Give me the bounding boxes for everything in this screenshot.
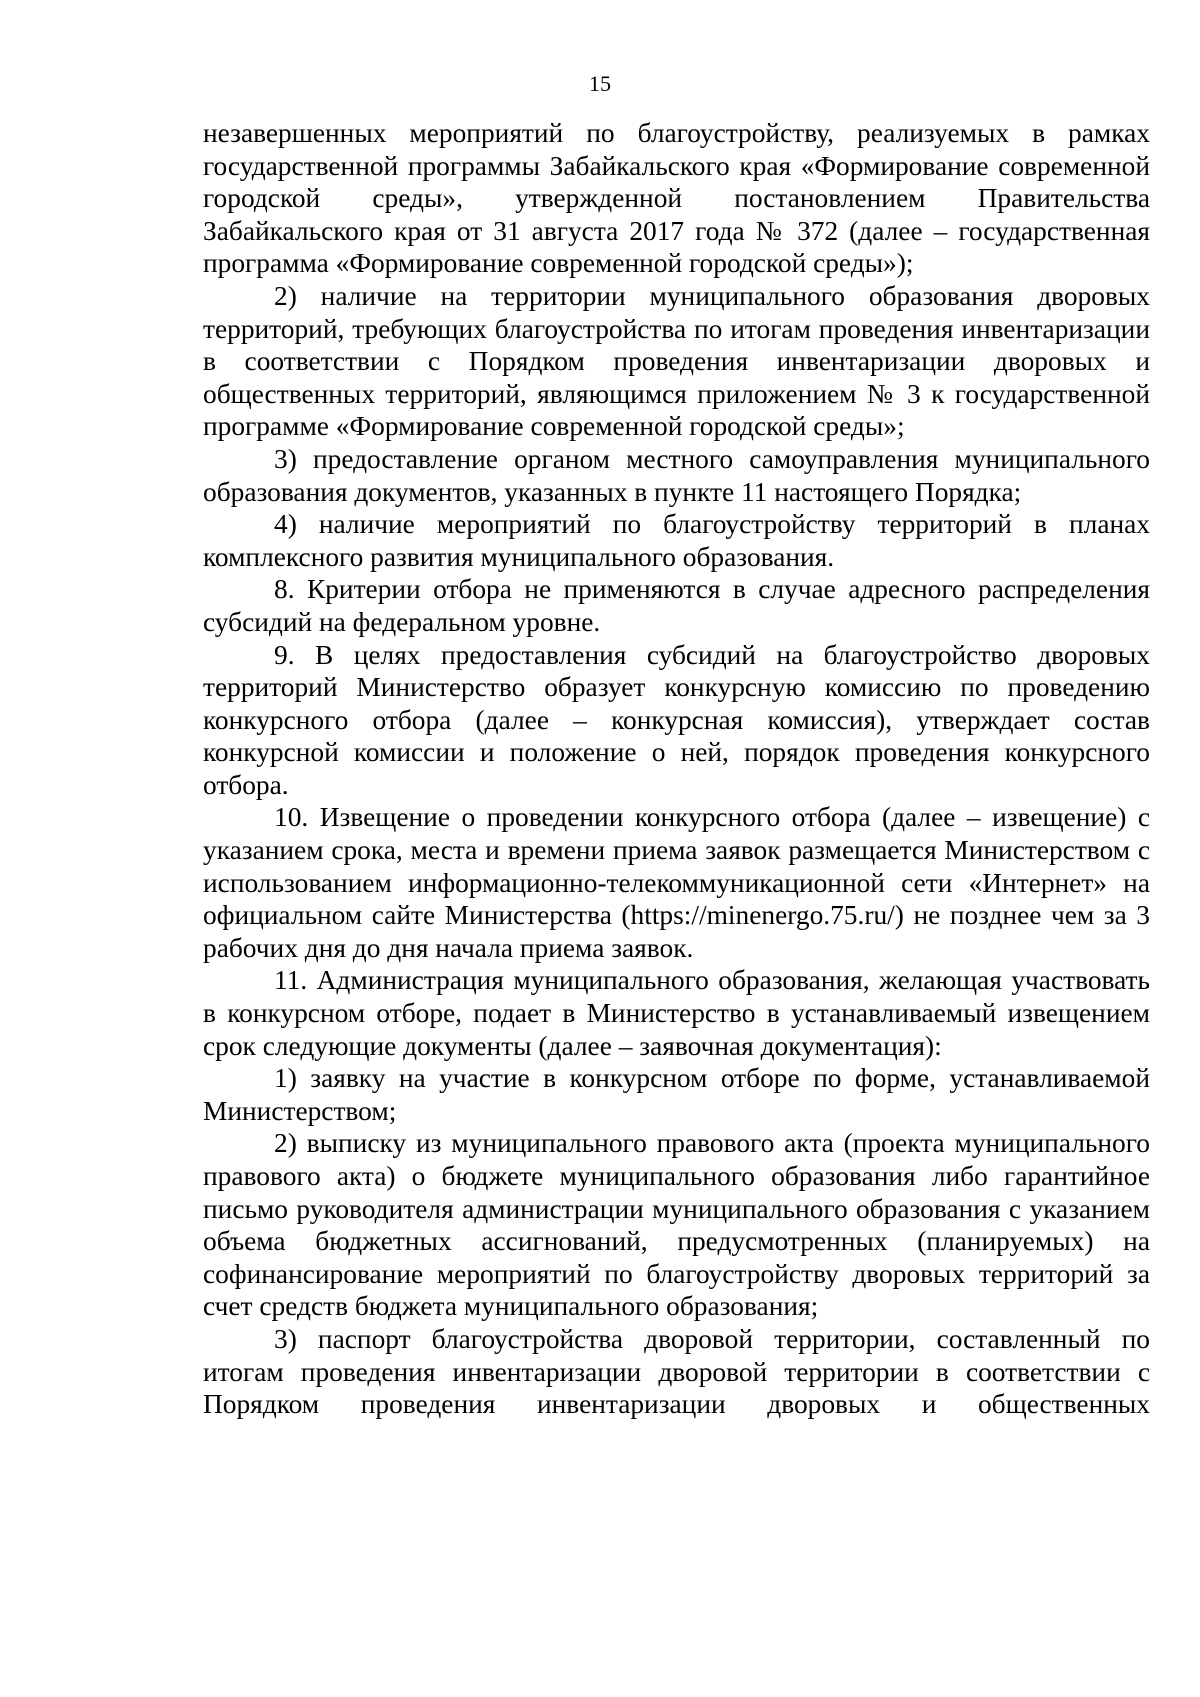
paragraph-clause-11: 11. Администрация муниципального образования, желающая участвовать в конкурсном отборе, подает в Министерство в устанавливаемый извещением срок следующие документы (далее – заявочная документация): [203, 965, 1150, 1061]
paragraph-item-3: 3) предоставление органом местного самоуправления муниципального образования документов, указанных в пункте 11 настоящего Порядка; [203, 443, 1150, 507]
paragraph-subitem-2: 2) выписку из муниципального правового акта (проекта муниципального правового акта) о бюджете муниципального образования либо гарантийное письмо руководителя администрации муниципального образования с указанием объема бюджетных ассигнований, предусмотренных (планируемых) на софинансирование мероприятий по благоустройству дворовых территорий за счет средств бюджета муниципального образования; [203, 1128, 1150, 1322]
paragraph-item-2: 2) наличие на территории муниципального образования дворовых территорий, требующих благоустройства по итогам проведения инвентаризации в соответствии с Порядком проведения инвентаризации дворовых и общественных территорий, являющимся приложением № 3 к государственной программе «Формирование современной городской среды»; [203, 280, 1150, 442]
paragraph-clause-8: 8. Критерии отбора не применяются в случае адресного распределения субсидий на федеральном уровне. [203, 574, 1150, 637]
page-number: 15 [589, 71, 611, 96]
paragraph-subitem-3: 3) паспорт благоустройства дворовой территории, составленный по итогам проведения инвентаризации дворовой территории в соответствии с Порядком проведения инвентаризации дворовых и общественных [203, 1323, 1150, 1420]
paragraph-subitem-1: 1) заявку на участие в конкурсном отборе по форме, устанавливаемой Министерством; [203, 1063, 1150, 1126]
paragraph-clause-10: 10. Извещение о проведении конкурсного отбора (далее – извещение) с указанием срока, места и времени приема заявок размещается Министерством с использованием информационно-телекоммуникационной сети «Интернет» на официальном сайте Министерства (https://minenergo.75.ru/) не позднее чем за 3 рабочих дня до дня начала приема заявок. [203, 802, 1150, 963]
document-body [203, 117, 1150, 1421]
paragraph-item-4: 4) наличие мероприятий по благоустройству территорий в планах комплексного развития муниципального образования. [203, 509, 1150, 572]
paragraph-continuation: незавершенных мероприятий по благоустройству, реализуемых в рамках государственной программы Забайкальского края «Формирование современной городской среды», утвержденной постановлением Правительства Забайкальского края от 31 августа 2017 года № 372 (далее – государственная программа «Формирование современной городской среды»); [203, 118, 1150, 279]
paragraph-clause-9: 9. В целях предоставления субсидий на благоустройство дворовых территорий Министерство образует конкурсную комиссию по проведению конкурсного отбора (далее – конкурсная комиссия), утверждает состав конкурсной комиссии и положение о ней, порядок проведения конкурсного отбора. [203, 639, 1150, 800]
